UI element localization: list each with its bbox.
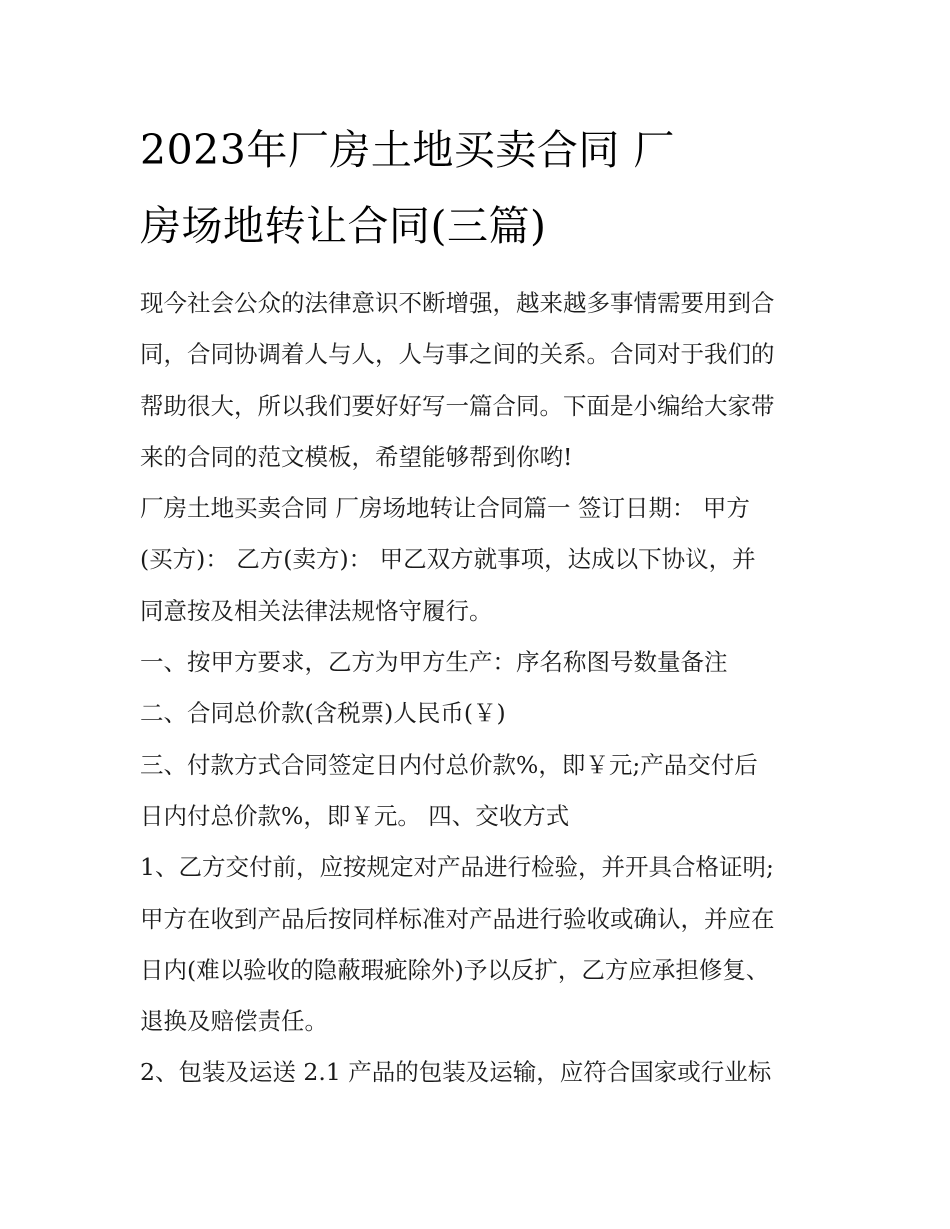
clause-1: [140, 637, 812, 688]
text-line: 三、付款方式合同签定日内付总价款%，即￥元;产品交付后: [140, 750, 758, 779]
clause-3: [140, 740, 812, 843]
sub-clause-2: [140, 1047, 812, 1098]
text-line: 日内(难以验收的隐蔽瑕疵除外)予以反扩，乙方应承担修复、: [140, 955, 770, 984]
text-line: 1、乙方交付前，应按规定对产品进行检验，并开具合格证明;: [140, 853, 774, 882]
document-title: [140, 112, 812, 264]
text-line: 现今社会公众的法律意识不断增强，越来越多事情需要用到合: [140, 289, 775, 317]
text-line: 二、合同总价款(含税票)人民币(￥): [140, 699, 506, 728]
title-line: 房场地转让合同(三篇): [140, 202, 547, 250]
clause-2: [140, 688, 812, 739]
text-line: 日内付总价款%，即￥元。 四、交收方式: [140, 801, 570, 830]
text-line: 一、按甲方要求，乙方为甲方生产：序名称图号数量备注: [140, 648, 728, 677]
title-line: 2023年厂房土地买卖合同 厂: [140, 126, 675, 174]
text-line: 来的合同的范文模板，希望能够帮到你哟!: [140, 442, 573, 471]
text-line: 同，合同协调着人与人，人与事之间的关系。合同对于我们的: [140, 340, 775, 369]
document-body: [140, 112, 812, 1099]
text-line: 退换及赔偿责任。: [140, 1007, 328, 1036]
intro-paragraph: [140, 278, 812, 483]
text-line: 2、包装及运送 2.1 产品的包装及运输，应符合国家或行业标: [140, 1058, 772, 1087]
text-line: (买方)： 乙方(卖方)： 甲乙双方就事项，达成以下协议，并: [140, 545, 756, 574]
text-line: 甲方在收到产品后按同样标准对产品进行验收或确认，并应在: [140, 904, 775, 933]
contract-preamble: [140, 483, 812, 637]
sub-clause-1: [140, 842, 812, 1047]
text-line: 帮助很大，所以我们要好好写一篇合同。下面是小编给大家带: [140, 391, 775, 420]
text-line: 厂房土地买卖合同 厂房场地转让合同篇一 签订日期： 甲方: [140, 494, 750, 523]
text-line: 同意按及相关法律法规恪守履行。: [140, 596, 493, 625]
